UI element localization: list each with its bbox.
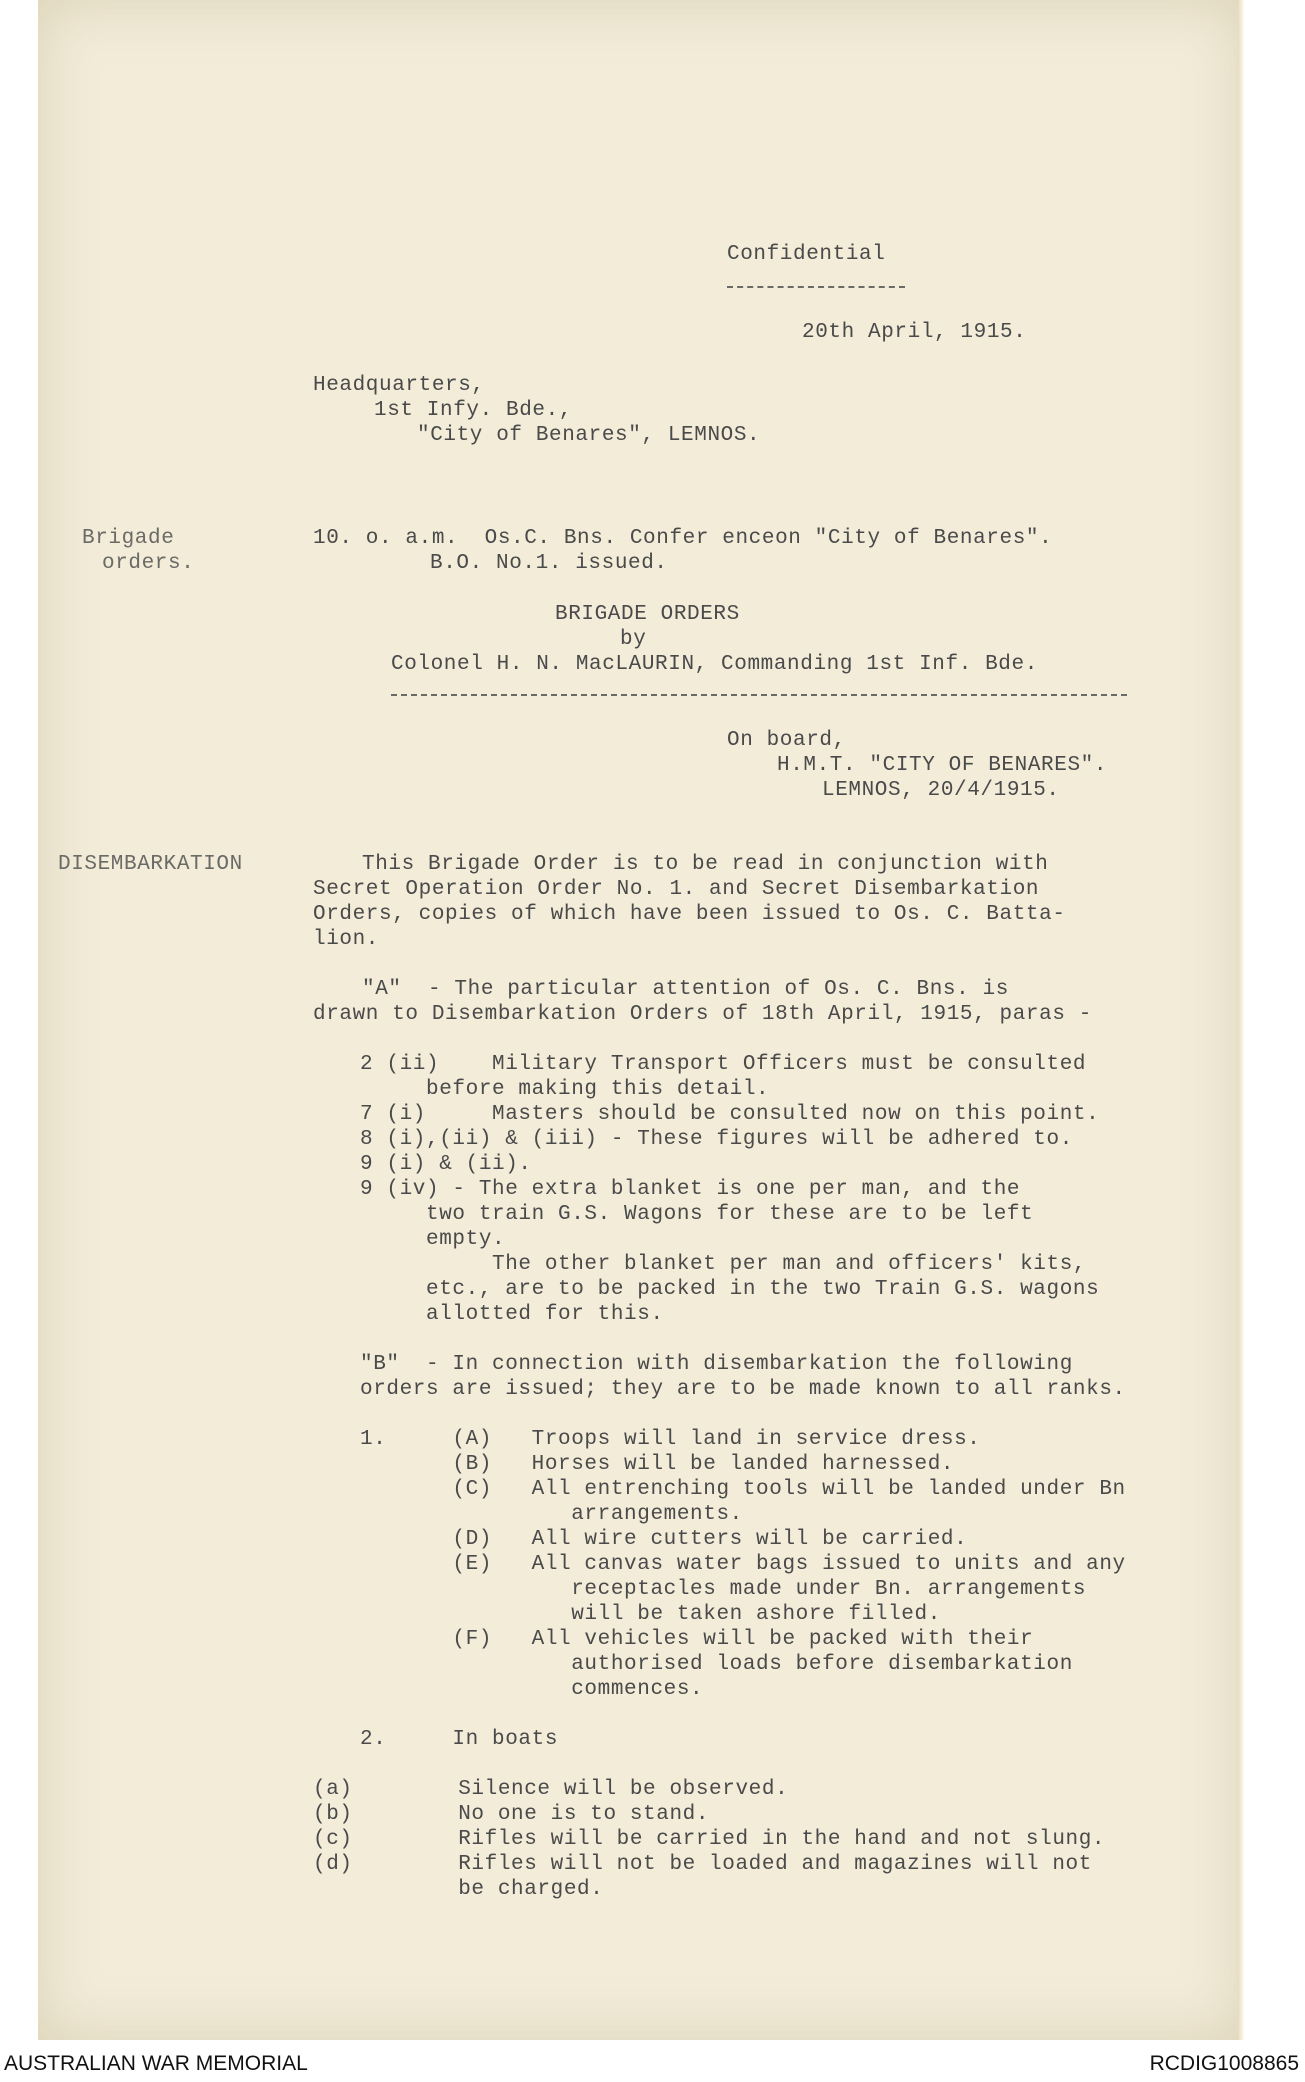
para-line-11: allotted for this. bbox=[360, 1303, 664, 1326]
footer-left: AUSTRALIAN WAR MEMORIAL bbox=[4, 2052, 308, 2075]
item2-line-b: (b) No one is to stand. bbox=[313, 1803, 710, 1826]
para-line-1: 2 (ii) Military Transport Officers must be consulted bbox=[360, 1053, 1087, 1076]
address-line-3: "City of Benares", LEMNOS. bbox=[417, 424, 761, 447]
item1-line-3: (C) All entrenching tools will be landed under Bn bbox=[360, 1478, 1126, 1501]
item1-line-4: arrangements. bbox=[360, 1503, 743, 1526]
heading-by: by bbox=[620, 628, 647, 651]
para-line-7: two train G.S. Wagons for these are to be left bbox=[360, 1203, 1034, 1226]
intro-line-1: This Brigade Order is to be read in conjunction with bbox=[362, 853, 1049, 876]
margin-orders: orders. bbox=[102, 552, 195, 575]
item2-line-c: (c) Rifles will be carried in the hand and not slung. bbox=[313, 1828, 1106, 1851]
item2-line-a: (a) Silence will be observed. bbox=[313, 1778, 789, 1801]
heading-title: BRIGADE ORDERS bbox=[555, 603, 740, 626]
on-board-1: On board, bbox=[727, 729, 846, 752]
para-line-6: 9 (iv) - The extra blanket is one per man, and the bbox=[360, 1178, 1021, 1201]
section-a-line-2: drawn to Disembarkation Orders of 18th April, 1915, paras - bbox=[313, 1003, 1092, 1026]
margin-disembarkation: DISEMBARKATION bbox=[58, 853, 243, 876]
item1-line-8: will be taken ashore filled. bbox=[360, 1603, 941, 1626]
section-b-line-1: "B" - In connection with disembarkation the following bbox=[360, 1353, 1073, 1376]
item1-line-5: (D) All wire cutters will be carried. bbox=[360, 1528, 968, 1551]
item2-line-d: (d) Rifles will not be loaded and magazines will not bbox=[313, 1853, 1092, 1876]
entry-line-2: B.O. No.1. issued. bbox=[430, 552, 668, 575]
paper-edge bbox=[1238, 0, 1244, 2040]
classification-underline bbox=[727, 286, 905, 288]
item1-line-10: authorised loads before disembarkation bbox=[360, 1653, 1073, 1676]
on-board-3: LEMNOS, 20/4/1915. bbox=[822, 779, 1060, 802]
item1-line-1: 1. (A) Troops will land in service dress. bbox=[360, 1428, 981, 1451]
para-line-2: before making this detail. bbox=[360, 1078, 770, 1101]
item1-line-11: commences. bbox=[360, 1678, 704, 1701]
section-a-line-1: "A" - The particular attention of Os. C. Bns. is bbox=[362, 978, 1009, 1001]
para-line-3: 7 (i) Masters should be consulted now on this point. bbox=[360, 1103, 1100, 1126]
entry-line-1: 10. o. a.m. Os.C. Bns. Confer enceon "City of Benares". bbox=[313, 527, 1053, 550]
document-date: 20th April, 1915. bbox=[802, 321, 1027, 344]
item1-line-2: (B) Horses will be landed harnessed. bbox=[360, 1453, 955, 1476]
item2-title: 2. In boats bbox=[360, 1728, 559, 1751]
item2-line-e: be charged. bbox=[313, 1878, 604, 1901]
para-line-5: 9 (i) & (ii). bbox=[360, 1153, 532, 1176]
section-b-line-2: orders are issued; they are to be made known to all ranks. bbox=[360, 1378, 1126, 1401]
heading-rule bbox=[391, 694, 1127, 696]
item1-line-9: (F) All vehicles will be packed with their bbox=[360, 1628, 1034, 1651]
on-board-2: H.M.T. "CITY OF BENARES". bbox=[777, 754, 1108, 777]
classification: Confidential bbox=[727, 243, 886, 266]
item1-line-7: receptacles made under Bn. arrangements bbox=[360, 1578, 1087, 1601]
para-line-8: empty. bbox=[360, 1228, 506, 1251]
para-line-4: 8 (i),(ii) & (iii) - These figures will be adhered to. bbox=[360, 1128, 1073, 1151]
intro-line-2: Secret Operation Order No. 1. and Secret Disembarkation bbox=[313, 878, 1040, 901]
intro-line-3: Orders, copies of which have been issued to Os. C. Batta- bbox=[313, 903, 1066, 926]
heading-commander: Colonel H. N. MacLAURIN, Commanding 1st Inf. Bde. bbox=[391, 653, 1038, 676]
address-line-1: Headquarters, bbox=[313, 374, 485, 397]
footer-right: RCDIG1008865 bbox=[1149, 2052, 1299, 2075]
address-line-2: 1st Infy. Bde., bbox=[374, 399, 573, 422]
intro-line-4: lion. bbox=[313, 928, 380, 951]
para-line-9: The other blanket per man and officers' kits, bbox=[360, 1253, 1087, 1276]
item1-line-6: (E) All canvas water bags issued to units and any bbox=[360, 1553, 1126, 1576]
margin-brigade: Brigade bbox=[82, 527, 175, 550]
para-line-10: etc., are to be packed in the two Train G.S. wagons bbox=[360, 1278, 1100, 1301]
